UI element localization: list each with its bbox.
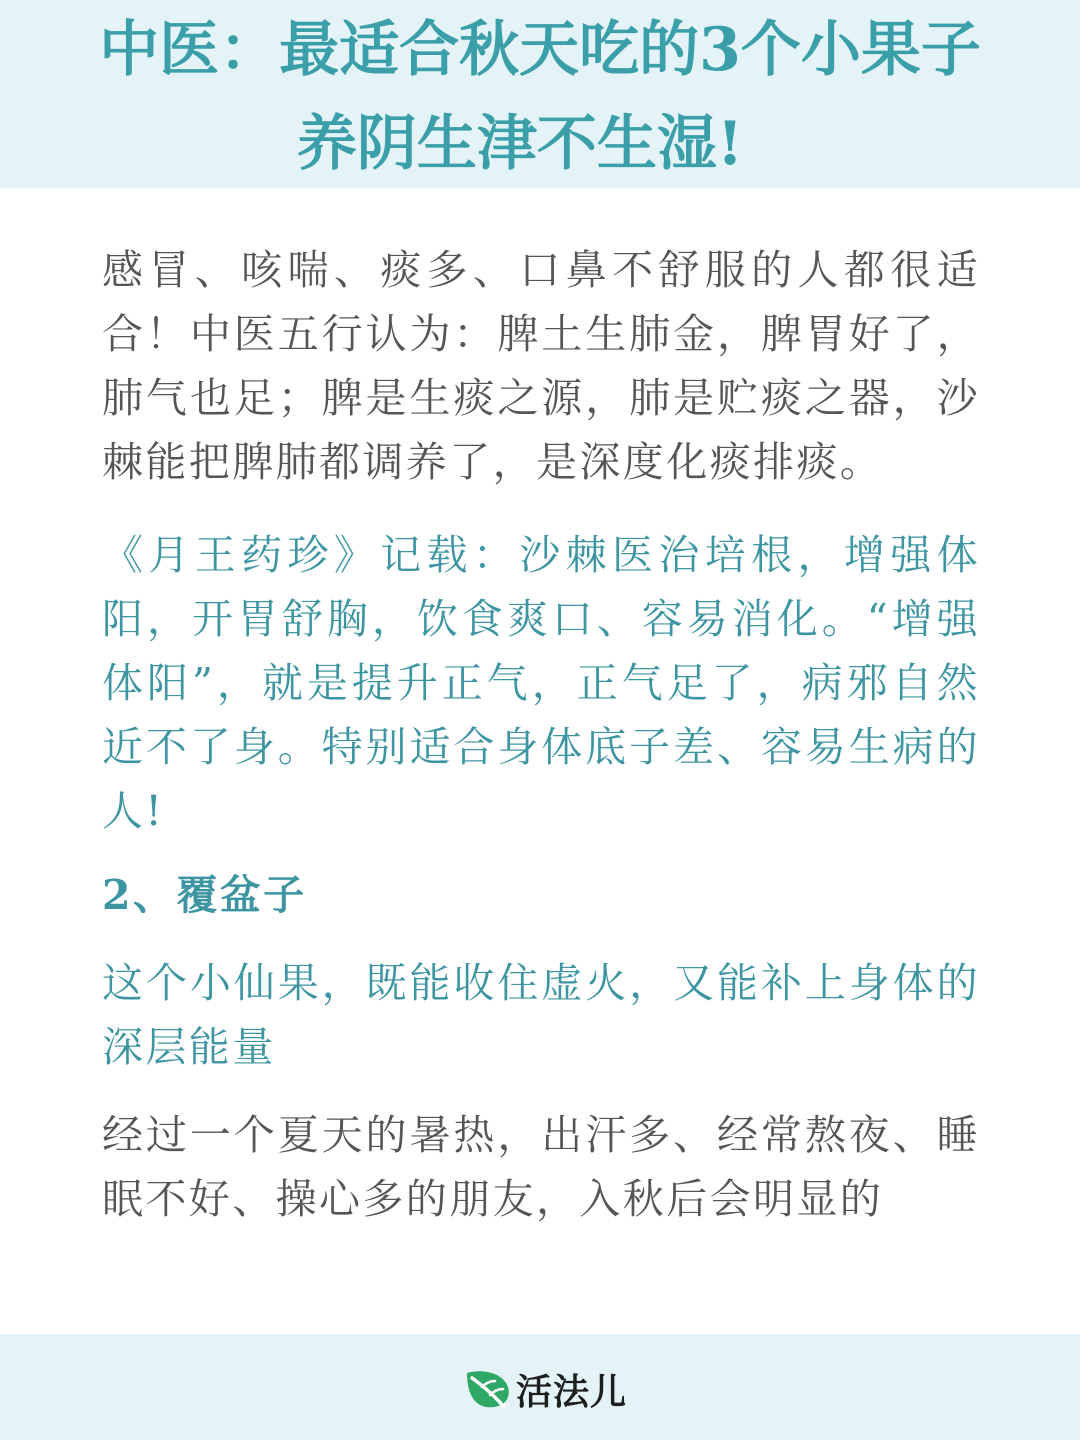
section-heading: 2、覆盆子 (102, 871, 307, 919)
page-title-line-2: 养阴生津不生湿! (296, 109, 744, 179)
page-title-line-1: 中医：最适合秋天吃的3个小果子 (99, 15, 981, 85)
title-banner (0, 0, 1080, 188)
paragraph-body: 经过一个夏天的暑热，出汗多、经常熬夜、睡眠不好、操心多的朋友，入秋后会明显的 (102, 1111, 980, 1223)
leaf-logo-icon (464, 1367, 512, 1411)
brand-name: 活法儿 (516, 1371, 628, 1413)
paragraph-quote: 《月王药珍》记载：沙棘医治培根，增强体阳，开胃舒胸，饮食爽口、容易消化。“增强体阳”，就是提升正气，正气足了，病邪自然近不了身。特别适合身体底子差、容易生病的人! (102, 531, 980, 835)
article-body (102, 238, 980, 1231)
footer-bar (0, 1334, 1080, 1440)
paragraph-intro: 感冒、咳喘、痰多、口鼻不舒服的人都很适合！中医五行认为：脾土生肺金，脾胃好了，肺气也足；脾是生痰之源，肺是贮痰之器，沙棘能把脾肺都调养了，是深度化痰排痰。 (102, 246, 980, 486)
paragraph-highlight: 这个小仙果，既能收住虚火，又能补上身体的深层能量 (102, 959, 980, 1071)
brand-mark (464, 1364, 627, 1414)
